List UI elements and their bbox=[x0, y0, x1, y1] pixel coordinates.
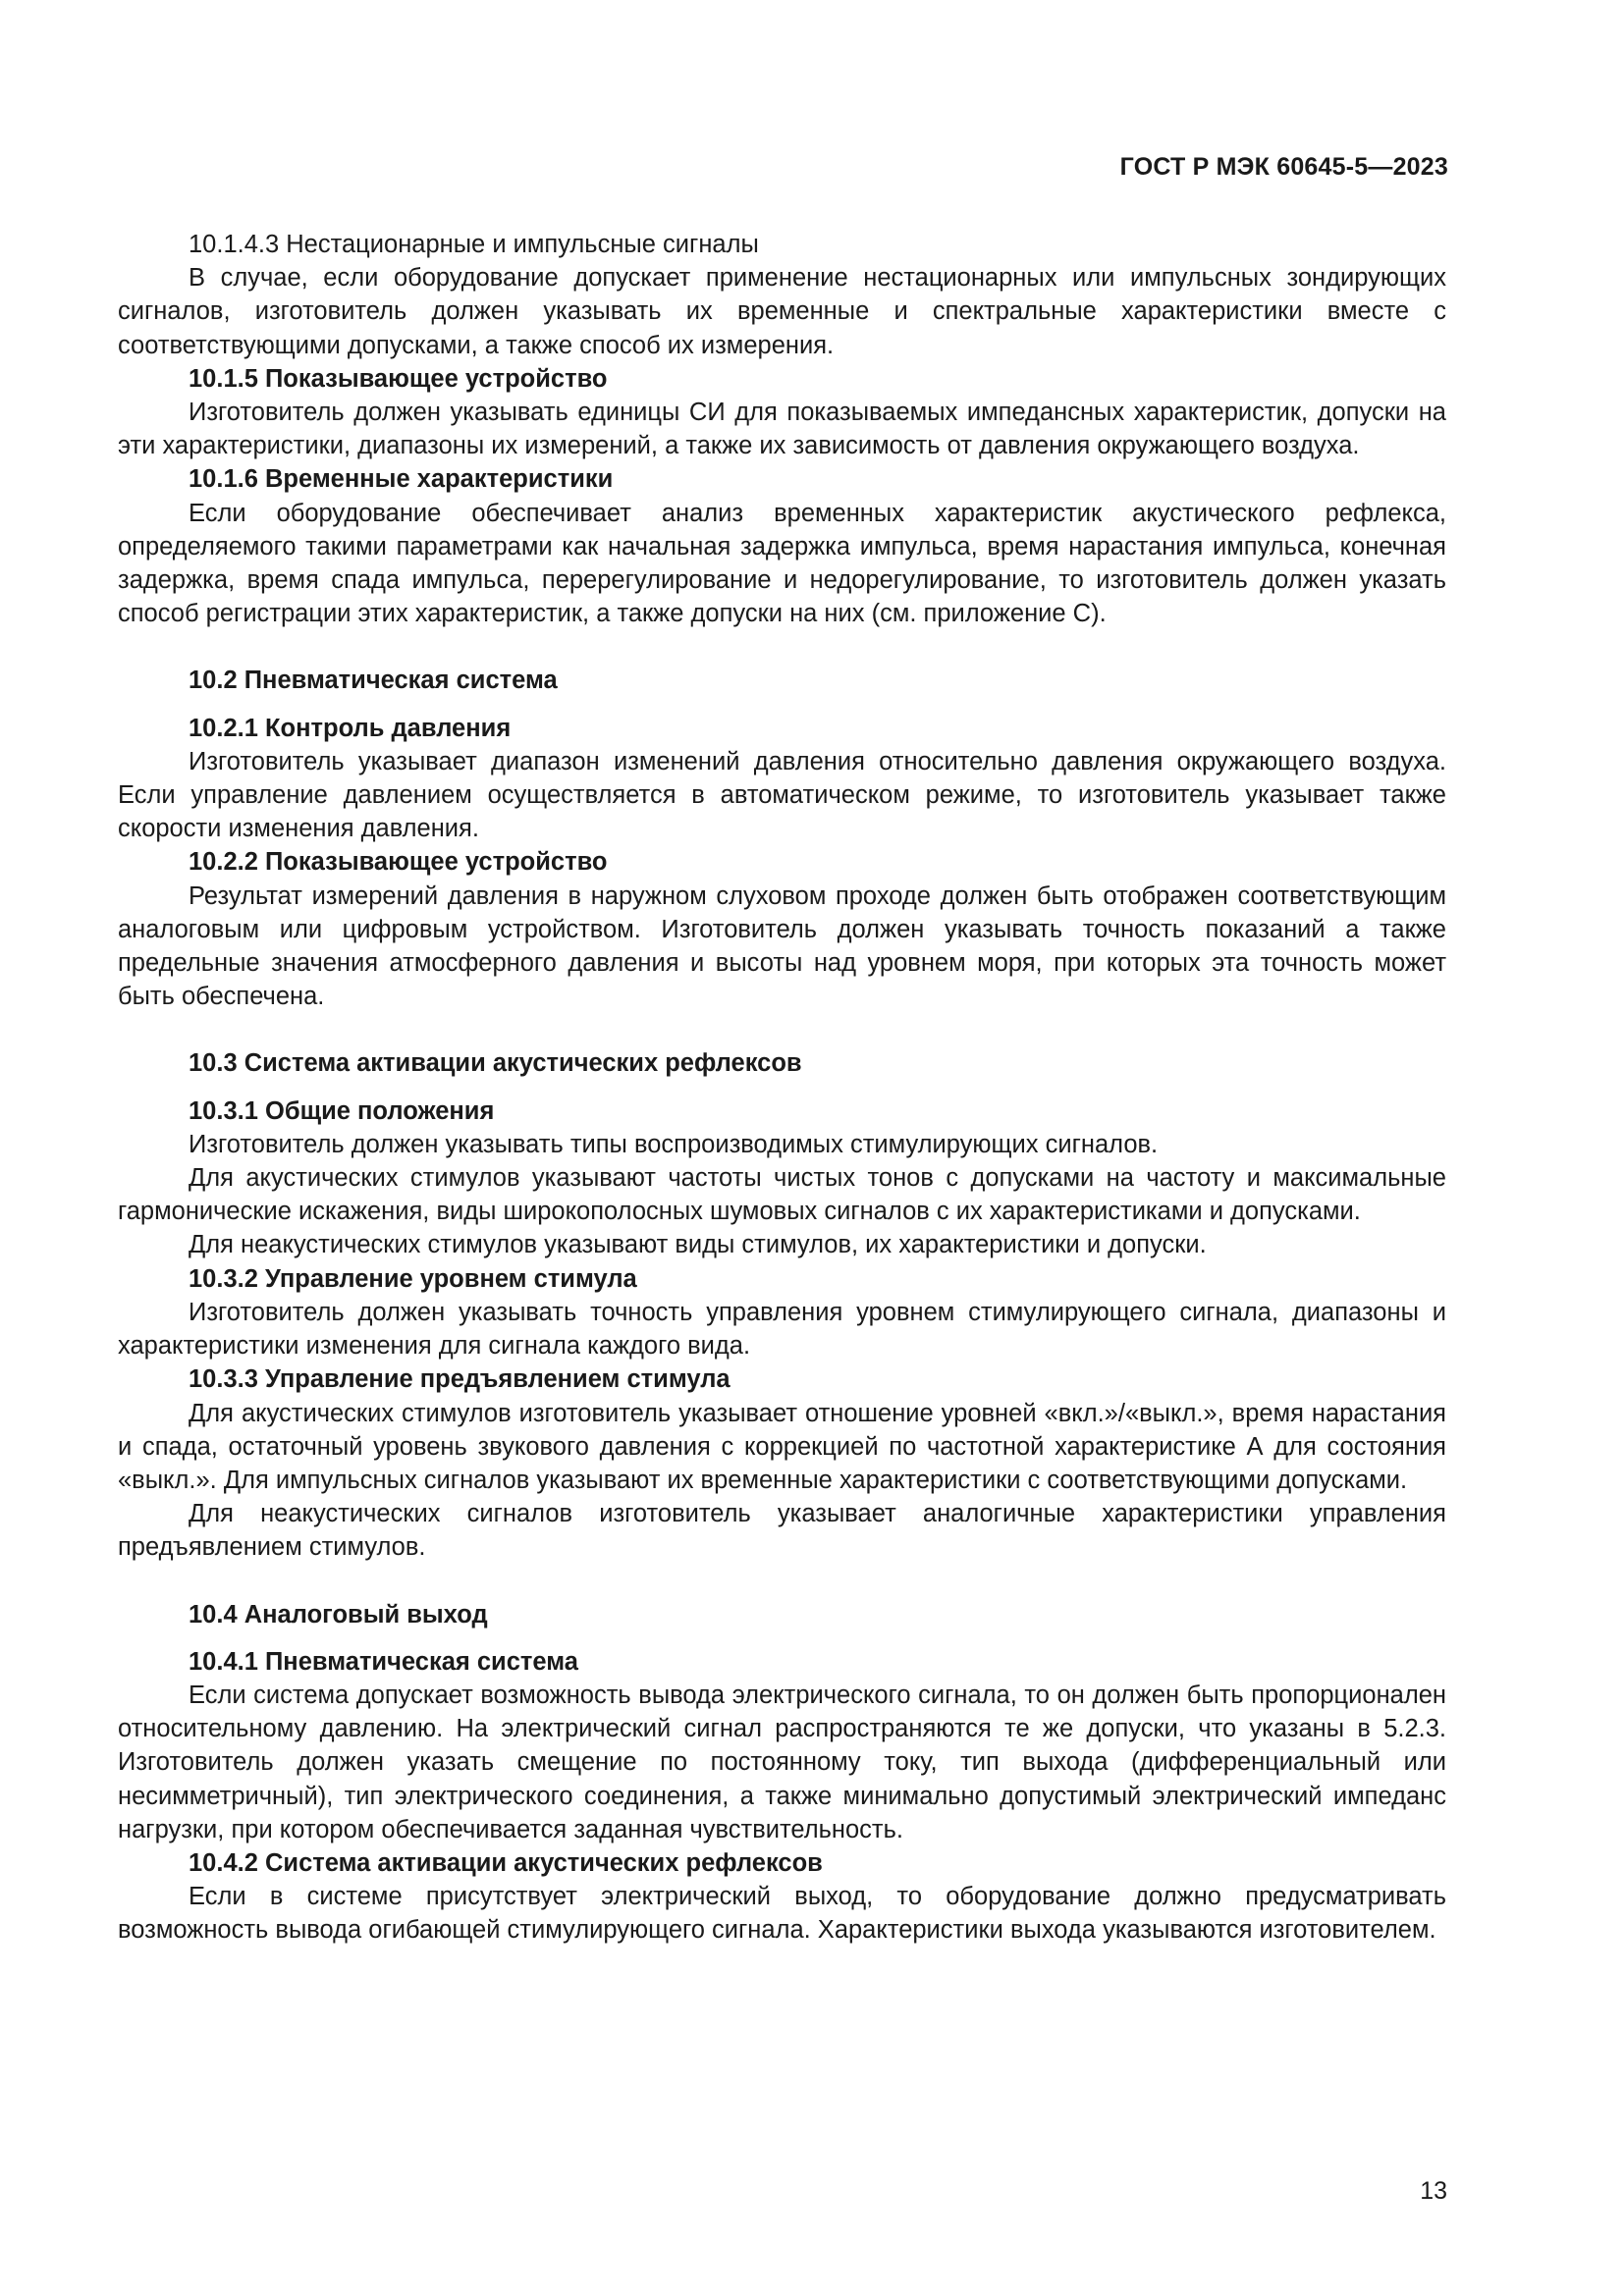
section-heading: 10.1.4.3 Нестационарные и импульсные сигналы bbox=[189, 231, 759, 258]
section-heading: 10.3.3 Управление предъявлением стимула bbox=[189, 1365, 731, 1394]
section-heading: 10.3.2 Управление уровнем стимула bbox=[189, 1264, 637, 1293]
paragraph: Для акустических стимулов указывают частоты чистых тонов с допусками на частоту и максимальные гармонические искажения, виды широкополосных шумовых сигналов с их характеристиками и допусками. bbox=[118, 1164, 1446, 1226]
paragraph: Если система допускает возможность вывода электрического сигнала, то он должен быть пропорционален относительному давлению. На электрический сигнал распространяются те же допуски, что указаны в 5.2.3. Изготовитель должен указать смещение по постоянному току, тип выхода (дифференциальный или несимметричный), тип электрического соединения, а также минимально допустимый электрический импеданс нагрузки, при котором обеспечивается заданная чувствительность. bbox=[118, 1681, 1446, 1843]
paragraph: Изготовитель должен указывать точность управления уровнем стимулирующего сигнала, диапазоны и характеристики изменения для сигнала каждого вида. bbox=[118, 1298, 1446, 1361]
section-heading: 10.1.5 Показывающее устройство bbox=[189, 364, 608, 393]
section-heading: 10.4.2 Система активации акустических рефлексов bbox=[189, 1848, 823, 1877]
section-heading: 10.2 Пневматическая система bbox=[189, 667, 558, 695]
paragraph: Для неакустических сигналов изготовитель указывает аналогичные характеристики управления предъявлением стимулов. bbox=[118, 1500, 1446, 1562]
section-heading: 10.4 Аналоговый выход bbox=[189, 1600, 488, 1629]
paragraph: Результат измерений давления в наружном слуховом проходе должен быть отображен соответствующим аналоговым или цифровым устройством. Изготовитель должен указывать точность показаний а также предельные значения атмосферного давления и высоты над уровнем моря, при которых эта точность может быть обеспечена. bbox=[118, 881, 1446, 1011]
section-heading: 10.2.1 Контроль давления bbox=[189, 714, 512, 742]
document-header: ГОСТ Р МЭК 60645-5—2023 bbox=[1119, 153, 1448, 181]
paragraph: Изготовитель должен указывать единицы СИ для показываемых импедансных характеристик, допуски на эти характеристики, диапазоны их измерений, а также их зависимость от давления окружающего воздуха. bbox=[118, 399, 1446, 460]
document-body bbox=[118, 228, 1446, 1948]
paragraph: Если в системе присутствует электрический выход, то оборудование должно предусматривать возможность вывода огибающей стимулирующего сигнала. Характеристики выхода указываются изготовителем. bbox=[118, 1883, 1446, 1945]
section-heading: 10.2.2 Показывающее устройство bbox=[189, 848, 608, 877]
paragraph: Изготовитель указывает диапазон изменений давления относительно давления окружающего воздуха. Если управление давлением осуществляется в автоматическом режиме, то изготовитель указывает также скорости изменения давления. bbox=[118, 747, 1446, 843]
section-heading: 10.3 Система активации акустических рефлексов bbox=[189, 1049, 802, 1078]
page-number: 13 bbox=[1420, 2177, 1447, 2205]
paragraph: Если оборудование обеспечивает анализ временных характеристик акустического рефлекса, определяемого такими параметрами как начальная задержка импульса, время нарастания импульса, конечная задержка, время спада импульса, перерегулирование и недорегулирование, то изготовитель должен указать способ регистрации этих характеристик, а также допуски на них (см. приложение С). bbox=[118, 499, 1446, 628]
section-heading: 10.1.6 Временные характеристики bbox=[189, 465, 614, 494]
section-heading: 10.3.1 Общие положения bbox=[189, 1096, 495, 1125]
paragraph: Изготовитель должен указывать типы воспроизводимых стимулирующих сигналов. bbox=[189, 1130, 1159, 1158]
paragraph: Для акустических стимулов изготовитель указывает отношение уровней «вкл.»/«выкл.», время нарастания и спада, остаточный уровень звукового давления с коррекцией по частотной характеристике А для состояния «выкл.». Для импульсных сигналов указывают их временные характеристики с соответствующими допусками. bbox=[118, 1399, 1446, 1494]
section-heading: 10.4.1 Пневматическая система bbox=[189, 1647, 578, 1676]
paragraph: Для неакустических стимулов указывают виды стимулов, их характеристики и допуски. bbox=[189, 1231, 1207, 1259]
paragraph: В случае, если оборудование допускает применение нестационарных или импульсных зондирующих сигналов, изготовитель должен указывать их временные и спектральные характеристики вместе с соответствующими допусками, а также способ их измерения. bbox=[118, 264, 1446, 359]
